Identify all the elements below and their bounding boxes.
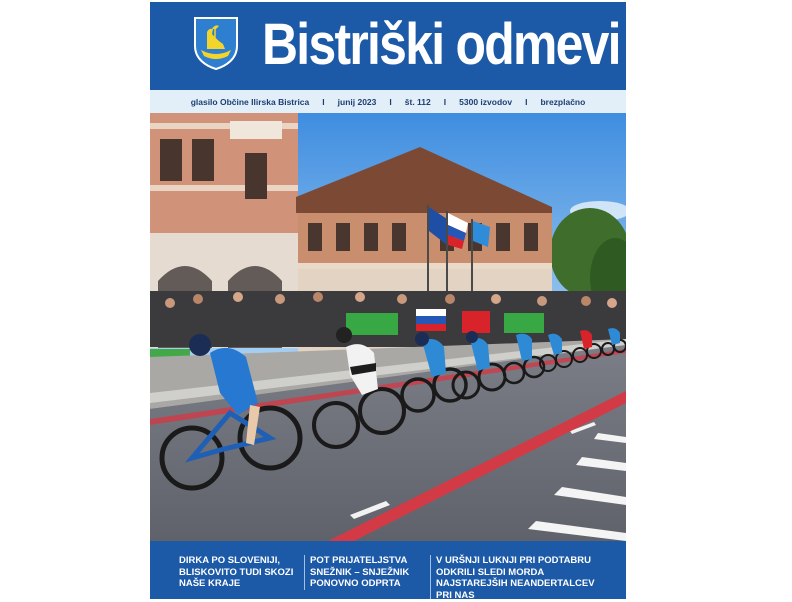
masthead: [150, 2, 626, 88]
headline-neanderthal-cave: V URŠNJI LUKNJI PRI PODTABRU ODKRILI SLEDI MORDA NAJSTAREJŠIH NEANDERTALCEV PRI NAS: [430, 555, 606, 599]
magazine-title: Bistriški odmevi: [262, 12, 620, 77]
magazine-cover: [150, 2, 626, 599]
issue-date: junij 2023: [337, 96, 377, 107]
separator: I: [389, 96, 392, 107]
cover-headlines: [150, 541, 626, 599]
separator: I: [525, 96, 528, 107]
separator: I: [443, 96, 447, 107]
issue-info-bar: [150, 90, 626, 113]
headline-cycling-race: DIRKA PO SLOVENIJI, BLISKOVITO TUDI SKOZI NAŠE KRAJE: [179, 555, 294, 589]
cover-photo-cycling-race: [150, 113, 626, 541]
print-run: 5300 izvodov: [459, 96, 513, 107]
separator: I: [322, 96, 325, 107]
publisher-label: glasilo Občine Ilirska Bistrica: [190, 96, 310, 107]
price-label: brezplačno: [540, 96, 586, 107]
headline-friendship-trail: POT PRIJATELJSTVA SNEŽNIK – SNJEŽNIK PONOVNO ODPRTA: [304, 555, 436, 590]
municipal-coat-of-arms-icon: [193, 16, 239, 70]
issue-number: št. 112: [404, 96, 431, 107]
